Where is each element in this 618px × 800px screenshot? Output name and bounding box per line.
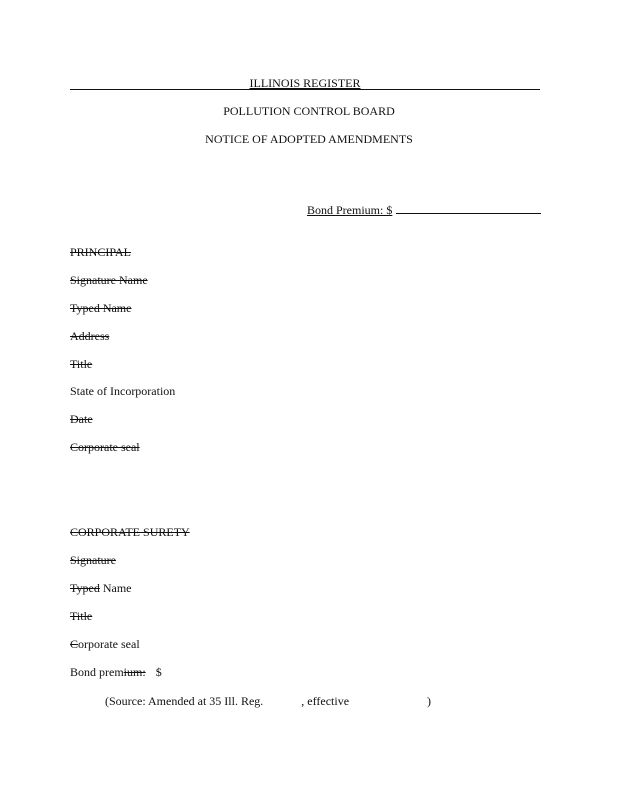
surety-typed-struck: Typed: [70, 581, 100, 595]
surety-bond-label: Bond prem: [70, 665, 124, 679]
source-note: [105, 694, 431, 709]
principal-title: Title: [70, 357, 93, 371]
header-rule: [70, 89, 540, 90]
principal-typed-name: Typed Name: [70, 301, 132, 315]
surety-corp-rest: orporate seal: [78, 637, 140, 651]
surety-typed-rest: Name: [99, 581, 132, 595]
principal-state-of-incorporation: State of Incorporation: [70, 384, 176, 398]
bond-premium-blank: [396, 202, 541, 214]
bond-premium-label: Bond Premium: $: [307, 203, 393, 217]
surety-bond-struck: ium:: [123, 665, 146, 679]
principal-heading: PRINCIPAL: [70, 245, 131, 259]
principal-corporate-seal: Corporate seal: [70, 440, 140, 454]
surety-corporate-seal: [70, 637, 140, 652]
bond-premium-top: [307, 202, 541, 218]
source-part1: (Source: Amended at 35 Ill. Reg.: [105, 694, 264, 708]
principal-address: Address: [70, 329, 110, 343]
source-part2: , effective: [301, 694, 350, 708]
board-title: POLLUTION CONTROL BOARD: [223, 104, 395, 118]
surety-typed-name: [70, 581, 131, 596]
notice-title: NOTICE OF ADOPTED AMENDMENTS: [205, 132, 413, 146]
source-part3: ): [427, 694, 432, 708]
surety-heading: CORPORATE SURETY: [70, 525, 190, 539]
surety-bond-dollar: $: [155, 665, 162, 679]
surety-title: Title: [70, 609, 93, 623]
surety-signature: Signature: [70, 553, 116, 567]
surety-corp-struck: C: [70, 637, 79, 651]
principal-date: Date: [70, 412, 93, 426]
surety-bond-premium: [70, 665, 162, 680]
register-title-text: ILLINOIS REGISTER: [249, 76, 361, 90]
principal-signature-name: Signature Name: [70, 273, 148, 287]
